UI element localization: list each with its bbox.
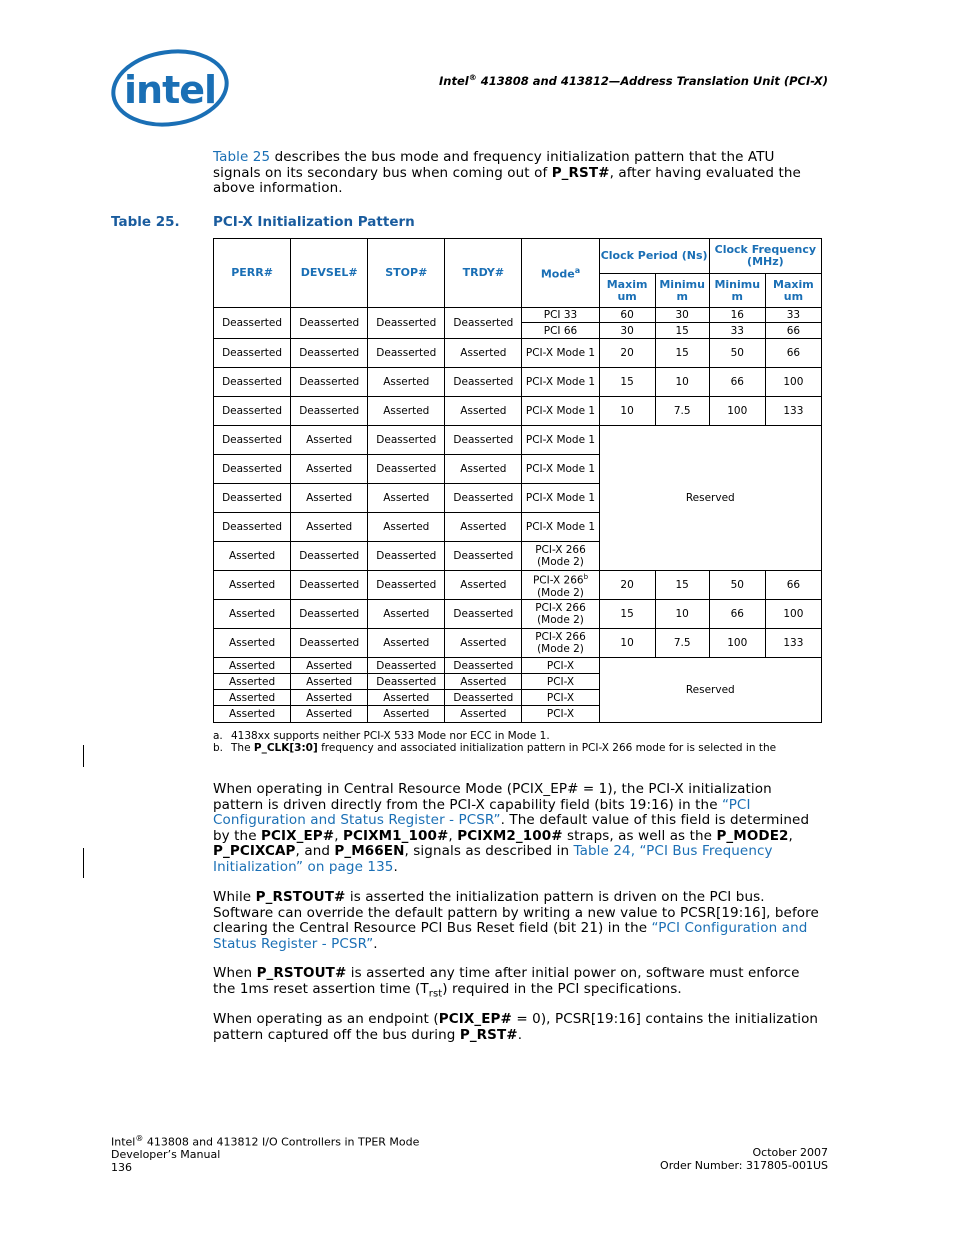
header-mode: Mode$^a$: [522, 239, 599, 308]
change-bar: [83, 745, 84, 767]
table-cell: PCI-X Mode 1: [522, 455, 599, 484]
pcsr-link-2[interactable]: “PCI Configuration and Status Register - PCSR”: [213, 920, 808, 952]
header-period-max: Maxim um: [599, 274, 655, 308]
table-cell: 15: [599, 368, 655, 397]
table-cell: Asserted: [214, 542, 291, 571]
table-cell: Asserted: [368, 397, 445, 426]
table-cell: 10: [655, 368, 709, 397]
table-cell: Asserted: [368, 629, 445, 658]
header-period-min: Minimu m: [655, 274, 709, 308]
table-cell: Deasserted: [368, 455, 445, 484]
table-cell: Deasserted: [291, 339, 368, 368]
table-cell: Deasserted: [291, 600, 368, 629]
paragraph-reset-time: When P_RSTOUT# is asserted any time after initial power on, software must enforce the 1ms reset assertion time $(T_{rst})$ required in the PCI specifications.: [213, 965, 800, 1000]
table-cell: Deasserted: [445, 484, 522, 513]
pcsr-link[interactable]: “PCI Configuration and Status Register - PCSR”: [213, 796, 751, 829]
header-freq-min: Minimu m: [709, 274, 765, 308]
table-cell: 100: [765, 600, 821, 629]
table-cell: Deasserted: [214, 426, 291, 455]
table-cell: PCI-X Mode 1: [522, 513, 599, 542]
table-cell: Deasserted: [291, 571, 368, 600]
table-cell: 10: [599, 397, 655, 426]
table-cell: Asserted: [214, 629, 291, 658]
table-row: [214, 308, 822, 323]
table-cell: Deasserted: [291, 629, 368, 658]
table-cell: Asserted: [445, 339, 522, 368]
intel-logo: [110, 48, 230, 128]
table-cell: 7.5: [655, 629, 709, 658]
header-trdy: TRDY#: [445, 239, 522, 308]
table-cell: PCI 66: [522, 323, 599, 339]
table-cell: Deasserted: [445, 600, 522, 629]
table-cell: 60: [599, 308, 655, 323]
table-cell: Asserted: [214, 600, 291, 629]
table-row: [214, 397, 822, 426]
table-row: [214, 339, 822, 368]
table-cell: Deasserted: [445, 308, 522, 339]
table-cell: Asserted: [291, 658, 368, 674]
table-cell: Deasserted: [214, 368, 291, 397]
table-cell: PCI-X: [522, 690, 599, 706]
table-cell: 133: [765, 397, 821, 426]
table-cell: 66: [709, 368, 765, 397]
header-freq-max: Maxim um: [765, 274, 821, 308]
table-cell: 50: [709, 339, 765, 368]
table-cell: Asserted: [214, 674, 291, 690]
paragraph-central-resource: When operating in Central Resource Mode (PCIX_EP# = 1), the PCI-X initialization pattern is driven directly from the PCI-X capability field (bits 19:16) in the “PCI Configuration and Status Register - PCSR”. The default value of this field is determined by the PCIX_EP#, PCIXM1_100#, PCIXM2_100# straps, as well as the P_MODE2, P_PCIXCAP, and P_M66EN, signals as described in Table 24, “PCI Bus Frequency Initialization” on page 135.: [213, 781, 810, 875]
table-cell: Deasserted: [291, 368, 368, 397]
paragraph-endpoint: When operating as an endpoint (PCIX_EP# = 0), PCSR[19:16] contains the initialization pattern captured off the bus during P_RST#.: [213, 1011, 819, 1043]
table-cell: Asserted: [214, 571, 291, 600]
table-cell: Asserted: [445, 513, 522, 542]
table-row: [214, 571, 822, 600]
table-cell: 30: [655, 308, 709, 323]
header-perr: PERR#: [214, 239, 291, 308]
change-bar: [83, 848, 84, 878]
table-cell: Deasserted: [214, 513, 291, 542]
table-cell: 30: [599, 323, 655, 339]
table-cell: 15: [655, 571, 709, 600]
table-cell: Deasserted: [291, 397, 368, 426]
table-cell: Asserted: [445, 397, 522, 426]
table-cell: PCI-X 266 (Mode 2): [522, 629, 599, 658]
table-cell: Asserted: [445, 455, 522, 484]
table-cell: Deasserted: [291, 308, 368, 339]
table-row: [214, 426, 822, 455]
svg-text:intel: intel: [124, 68, 217, 112]
table-row: [214, 658, 822, 674]
table-cell: Deasserted: [214, 484, 291, 513]
table-cell: Asserted: [445, 674, 522, 690]
footer-right: October 2007 Order Number: 317805-001US: [660, 1146, 828, 1172]
table-cell: 20: [599, 339, 655, 368]
table-cell: Deasserted: [368, 571, 445, 600]
table-cell: Asserted: [291, 484, 368, 513]
table-cell: PCI-X: [522, 658, 599, 674]
table-cell: Deasserted: [214, 455, 291, 484]
header-clock-frequency: Clock Frequency (MHz): [709, 239, 821, 274]
table-cell: Asserted: [291, 455, 368, 484]
table-cell: Asserted: [214, 658, 291, 674]
table-cell: Asserted: [291, 690, 368, 706]
table-cell: Asserted: [291, 674, 368, 690]
table-cell: Deasserted: [445, 658, 522, 674]
table-cell: Deasserted: [368, 658, 445, 674]
table-cell: Asserted: [291, 426, 368, 455]
table-title: Table 25. PCI-X Initialization Pattern: [111, 214, 415, 230]
table-cell: Asserted: [445, 571, 522, 600]
intro-paragraph: Table 25 describes the bus mode and frequency initialization pattern that the ATU signals on its secondary bus when coming out of P_RST#, after having evaluated the above information.: [213, 149, 801, 197]
table-cell: PCI-X Mode 1: [522, 484, 599, 513]
table-cell: Asserted: [214, 706, 291, 723]
table-cell: Deasserted: [214, 397, 291, 426]
footnote-b: b. The P_CLK[3:0] frequency and associated initialization pattern in PCI-X 266 mode for is selected in the: [213, 742, 777, 754]
table-cell: 100: [709, 629, 765, 658]
init-pattern-table: [213, 238, 822, 723]
table-cell: PCI-X 266 (Mode 2): [522, 542, 599, 571]
page-number: 136: [111, 1160, 132, 1174]
table-row: [214, 368, 822, 397]
table-cell: PCI-X: [522, 706, 599, 723]
table-cell: Deasserted: [445, 542, 522, 571]
table-cell: Asserted: [291, 706, 368, 723]
table-cell: 20: [599, 571, 655, 600]
table-cell: Deasserted: [214, 339, 291, 368]
table-cell: PCI-X: [522, 674, 599, 690]
header-stop: STOP#: [368, 239, 445, 308]
table-cell: 7.5: [655, 397, 709, 426]
table-cell: 15: [655, 323, 709, 339]
table-cell: Deasserted: [445, 368, 522, 397]
table-cell: PCI-X 266 (Mode 2): [522, 600, 599, 629]
table-cell: Deasserted: [291, 542, 368, 571]
table-cell: PCI-X 266$^b$ (Mode 2): [522, 571, 599, 600]
table-cell: Asserted: [368, 600, 445, 629]
table-cell: Asserted: [368, 706, 445, 723]
table-cell: 66: [765, 339, 821, 368]
table-cell: 66: [765, 323, 821, 339]
table-cell: 66: [765, 571, 821, 600]
page-header: Intel® 413808 and 413812—Address Translation Unit (PCI-X): [439, 73, 828, 88]
table-cell: Asserted: [368, 690, 445, 706]
table-cell: PCI 33: [522, 308, 599, 323]
table-cell: PCI-X Mode 1: [522, 426, 599, 455]
table-cell: PCI-X Mode 1: [522, 368, 599, 397]
table-cell: Asserted: [445, 706, 522, 723]
table-cell: Asserted: [291, 513, 368, 542]
table-cell: 10: [655, 600, 709, 629]
table-cell: 33: [765, 308, 821, 323]
table-cell: 15: [655, 339, 709, 368]
footnote-a: a. 4138xx supports neither PCI-X 533 Mode nor ECC in Mode 1.: [213, 730, 550, 742]
table-cell: Asserted: [368, 513, 445, 542]
table-cell: 133: [765, 629, 821, 658]
table-cell: Deasserted: [368, 674, 445, 690]
table-cell: Deasserted: [368, 308, 445, 339]
table-cell: Asserted: [445, 629, 522, 658]
table-cell: Deasserted: [445, 690, 522, 706]
table-cell: PCI-X Mode 1: [522, 397, 599, 426]
table-cell: Asserted: [214, 690, 291, 706]
reserved-cell: Reserved: [599, 658, 821, 723]
table-cell: 100: [709, 397, 765, 426]
table-cell: PCI-X Mode 1: [522, 339, 599, 368]
table-cell: Deasserted: [368, 426, 445, 455]
table-cell: 33: [709, 323, 765, 339]
table-cell: 100: [765, 368, 821, 397]
table-cell: Deasserted: [368, 339, 445, 368]
table-cell: Deasserted: [445, 426, 522, 455]
reserved-cell: Reserved: [599, 426, 821, 571]
table-cell: 50: [709, 571, 765, 600]
table-row: [214, 629, 822, 658]
table-24-link[interactable]: Table 24, “PCI Bus Frequency Initialization” on page 135: [213, 843, 773, 875]
table-cell: Asserted: [368, 368, 445, 397]
table-cell: Asserted: [368, 484, 445, 513]
table-cell: Deasserted: [368, 542, 445, 571]
header-devsel: DEVSEL#: [291, 239, 368, 308]
table-row: [214, 600, 822, 629]
table-cell: 15: [599, 600, 655, 629]
header-clock-period: Clock Period (Ns): [599, 239, 709, 274]
paragraph-rstout: While P_RSTOUT# is asserted the initialization pattern is driven on the PCI bus. Software can override the default pattern by writing a new value to PCSR[19:16], before clearing the Central Resource PCI Bus Reset field (bit 21) in the “PCI Configuration and Status Register - PCSR”.: [213, 889, 819, 952]
table-cell: 66: [709, 600, 765, 629]
footer-left: Intel® 413808 and 413812 I/O Controllers in TPER Mode Developer’s Manual 136: [111, 1134, 420, 1174]
table-25-link[interactable]: Table 25: [213, 149, 271, 165]
table-cell: Deasserted: [214, 308, 291, 339]
table-cell: 10: [599, 629, 655, 658]
table-cell: 16: [709, 308, 765, 323]
